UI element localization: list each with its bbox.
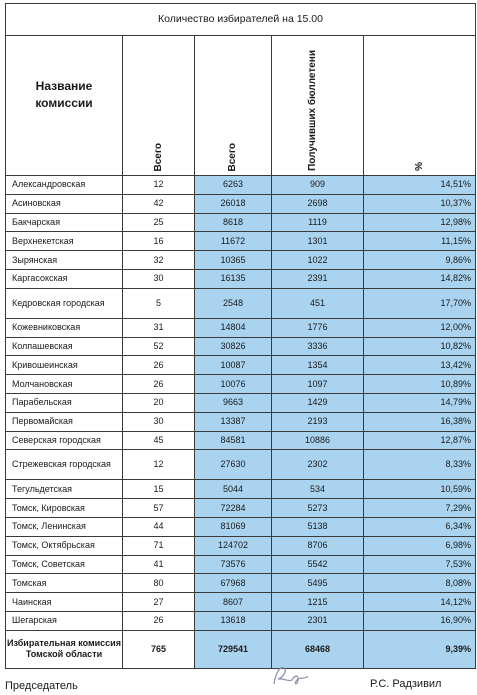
total-commissions-cell: 80	[123, 574, 195, 593]
total-commissions-cell: 15	[123, 480, 195, 499]
commission-name-cell: Александровская	[6, 176, 123, 195]
received-ballots-cell: 1354	[272, 356, 364, 375]
table-row	[6, 593, 476, 612]
voters-table	[5, 3, 476, 669]
table-row	[6, 536, 476, 555]
percent-cell: 6,34%	[364, 517, 476, 536]
total-commissions-cell: 26	[123, 375, 195, 394]
total-row	[6, 630, 476, 668]
received-ballots-cell: 534	[272, 480, 364, 499]
total-voters-cell: 27630	[195, 450, 272, 480]
received-ballots-cell: 5273	[272, 499, 364, 518]
percent-cell: 10,82%	[364, 337, 476, 356]
total-commissions-cell: 20	[123, 393, 195, 412]
percent-cell: 14,82%	[364, 269, 476, 288]
total-voters-cell: 2548	[195, 288, 272, 318]
received-ballots-cell: 451	[272, 288, 364, 318]
commission-name-cell: Асиновская	[6, 194, 123, 213]
total-voters-cell: 16135	[195, 269, 272, 288]
commission-name-cell: Томск, Советская	[6, 555, 123, 574]
table-row	[6, 480, 476, 499]
percent-cell: 14,12%	[364, 593, 476, 612]
total-row-present: 729541	[195, 630, 272, 668]
table-row	[6, 555, 476, 574]
received-ballots-cell: 8706	[272, 536, 364, 555]
percent-cell: 14,51%	[364, 176, 476, 195]
received-ballots-cell: 2302	[272, 450, 364, 480]
header-received-ballots: Получивших бюллетени	[272, 36, 364, 176]
table-row	[6, 412, 476, 431]
total-voters-cell: 84581	[195, 431, 272, 450]
percent-cell: 6,98%	[364, 536, 476, 555]
percent-cell: 12,98%	[364, 213, 476, 232]
received-ballots-cell: 2193	[272, 412, 364, 431]
table-row	[6, 232, 476, 251]
table-row	[6, 375, 476, 394]
table-row	[6, 176, 476, 195]
table-row	[6, 318, 476, 337]
percent-cell: 12,87%	[364, 431, 476, 450]
total-voters-cell: 14804	[195, 318, 272, 337]
commission-name-cell: Зырянская	[6, 251, 123, 270]
table-row	[6, 517, 476, 536]
table-row	[6, 356, 476, 375]
percent-cell: 10,37%	[364, 194, 476, 213]
total-commissions-cell: 44	[123, 517, 195, 536]
header-commission-name: Название комиссии	[6, 36, 123, 176]
total-commissions-cell: 42	[123, 194, 195, 213]
total-row-total: 765	[123, 630, 195, 668]
received-ballots-cell: 1215	[272, 593, 364, 612]
table-row	[6, 611, 476, 630]
table-row	[6, 450, 476, 480]
received-ballots-cell: 2301	[272, 611, 364, 630]
table-body	[6, 176, 476, 631]
commission-name-cell: Шегарская	[6, 611, 123, 630]
total-commissions-cell: 12	[123, 450, 195, 480]
received-ballots-cell: 909	[272, 176, 364, 195]
total-voters-cell: 81069	[195, 517, 272, 536]
commission-name-cell: Парабельская	[6, 393, 123, 412]
table-row	[6, 574, 476, 593]
percent-cell: 13,42%	[364, 356, 476, 375]
total-voters-cell: 6263	[195, 176, 272, 195]
received-ballots-cell: 2698	[272, 194, 364, 213]
total-commissions-cell: 31	[123, 318, 195, 337]
header-total-voters: Всего	[195, 36, 272, 176]
commission-name-cell: Томск, Ленинская	[6, 517, 123, 536]
total-commissions-cell: 5	[123, 288, 195, 318]
table-row	[6, 393, 476, 412]
total-commissions-cell: 57	[123, 499, 195, 518]
total-voters-cell: 8618	[195, 213, 272, 232]
total-row-percent: 9,39%	[364, 630, 476, 668]
total-voters-cell: 67968	[195, 574, 272, 593]
commission-name-cell: Верхнекетская	[6, 232, 123, 251]
received-ballots-cell: 1022	[272, 251, 364, 270]
received-ballots-cell: 1097	[272, 375, 364, 394]
total-voters-cell: 10076	[195, 375, 272, 394]
total-voters-cell: 26018	[195, 194, 272, 213]
received-ballots-cell: 5542	[272, 555, 364, 574]
total-commissions-cell: 26	[123, 611, 195, 630]
total-voters-cell: 124702	[195, 536, 272, 555]
percent-cell: 16,38%	[364, 412, 476, 431]
received-ballots-cell: 2391	[272, 269, 364, 288]
commission-name-cell: Томск, Октябрьская	[6, 536, 123, 555]
total-voters-cell: 73576	[195, 555, 272, 574]
header-percent: %	[364, 36, 476, 176]
total-row-name: Избирательная комиссия Томской области	[6, 630, 123, 668]
total-voters-cell: 10087	[195, 356, 272, 375]
table-row	[6, 251, 476, 270]
total-voters-cell: 11672	[195, 232, 272, 251]
signer-name: Р.С. Радзивил	[370, 678, 442, 690]
percent-cell: 10,59%	[364, 480, 476, 499]
total-voters-cell: 13618	[195, 611, 272, 630]
commission-name-cell: Томская	[6, 574, 123, 593]
percent-cell: 10,89%	[364, 375, 476, 394]
total-commissions-cell: 45	[123, 431, 195, 450]
voters-table-sheet	[5, 3, 475, 669]
commission-name-cell: Томск, Кировская	[6, 499, 123, 518]
commission-name-cell: Первомайская	[6, 412, 123, 431]
table-row	[6, 194, 476, 213]
percent-cell: 7,29%	[364, 499, 476, 518]
total-commissions-cell: 12	[123, 176, 195, 195]
received-ballots-cell: 10886	[272, 431, 364, 450]
percent-cell: 12,00%	[364, 318, 476, 337]
total-voters-cell: 30826	[195, 337, 272, 356]
signature-footer	[0, 666, 477, 695]
total-commissions-cell: 26	[123, 356, 195, 375]
percent-cell: 9,86%	[364, 251, 476, 270]
total-voters-cell: 72284	[195, 499, 272, 518]
table-row	[6, 213, 476, 232]
commission-name-cell: Кедровская городская	[6, 288, 123, 318]
total-commissions-cell: 71	[123, 536, 195, 555]
commission-name-cell: Молчановская	[6, 375, 123, 394]
total-commissions-cell: 30	[123, 269, 195, 288]
received-ballots-cell: 1429	[272, 393, 364, 412]
commission-name-cell: Кожевниковская	[6, 318, 123, 337]
commission-name-cell: Северская городская	[6, 431, 123, 450]
chair-label: Председатель	[5, 680, 78, 692]
table-row	[6, 337, 476, 356]
table-row	[6, 431, 476, 450]
commission-name-cell: Бакчарская	[6, 213, 123, 232]
table-row	[6, 269, 476, 288]
commission-name-cell: Чаинская	[6, 593, 123, 612]
table-row	[6, 499, 476, 518]
received-ballots-cell: 5138	[272, 517, 364, 536]
percent-cell: 8,33%	[364, 450, 476, 480]
table-title: Количество избирателей на 15.00	[6, 4, 476, 36]
handwritten-signature-icon	[268, 662, 318, 690]
commission-name-cell: Каргасокская	[6, 269, 123, 288]
percent-cell: 8,08%	[364, 574, 476, 593]
total-voters-cell: 9663	[195, 393, 272, 412]
commission-name-cell: Кривошеинская	[6, 356, 123, 375]
received-ballots-cell: 1776	[272, 318, 364, 337]
table-row	[6, 288, 476, 318]
total-commissions-cell: 16	[123, 232, 195, 251]
total-commissions-cell: 25	[123, 213, 195, 232]
percent-cell: 7,53%	[364, 555, 476, 574]
percent-cell: 16,90%	[364, 611, 476, 630]
commission-name-cell: Тегульдетская	[6, 480, 123, 499]
received-ballots-cell: 5495	[272, 574, 364, 593]
percent-cell: 11,15%	[364, 232, 476, 251]
total-commissions-cell: 52	[123, 337, 195, 356]
total-voters-cell: 8607	[195, 593, 272, 612]
total-commissions-cell: 30	[123, 412, 195, 431]
percent-cell: 14,79%	[364, 393, 476, 412]
received-ballots-cell: 1119	[272, 213, 364, 232]
total-voters-cell: 10365	[195, 251, 272, 270]
percent-cell: 17,70%	[364, 288, 476, 318]
commission-name-cell: Стрежевская городская	[6, 450, 123, 480]
header-total-commissions: Всего	[123, 36, 195, 176]
total-commissions-cell: 32	[123, 251, 195, 270]
received-ballots-cell: 1301	[272, 232, 364, 251]
total-commissions-cell: 27	[123, 593, 195, 612]
total-voters-cell: 5044	[195, 480, 272, 499]
total-voters-cell: 13387	[195, 412, 272, 431]
commission-name-cell: Колпашевская	[6, 337, 123, 356]
total-row-received: 68468	[272, 630, 364, 668]
received-ballots-cell: 3336	[272, 337, 364, 356]
total-commissions-cell: 41	[123, 555, 195, 574]
